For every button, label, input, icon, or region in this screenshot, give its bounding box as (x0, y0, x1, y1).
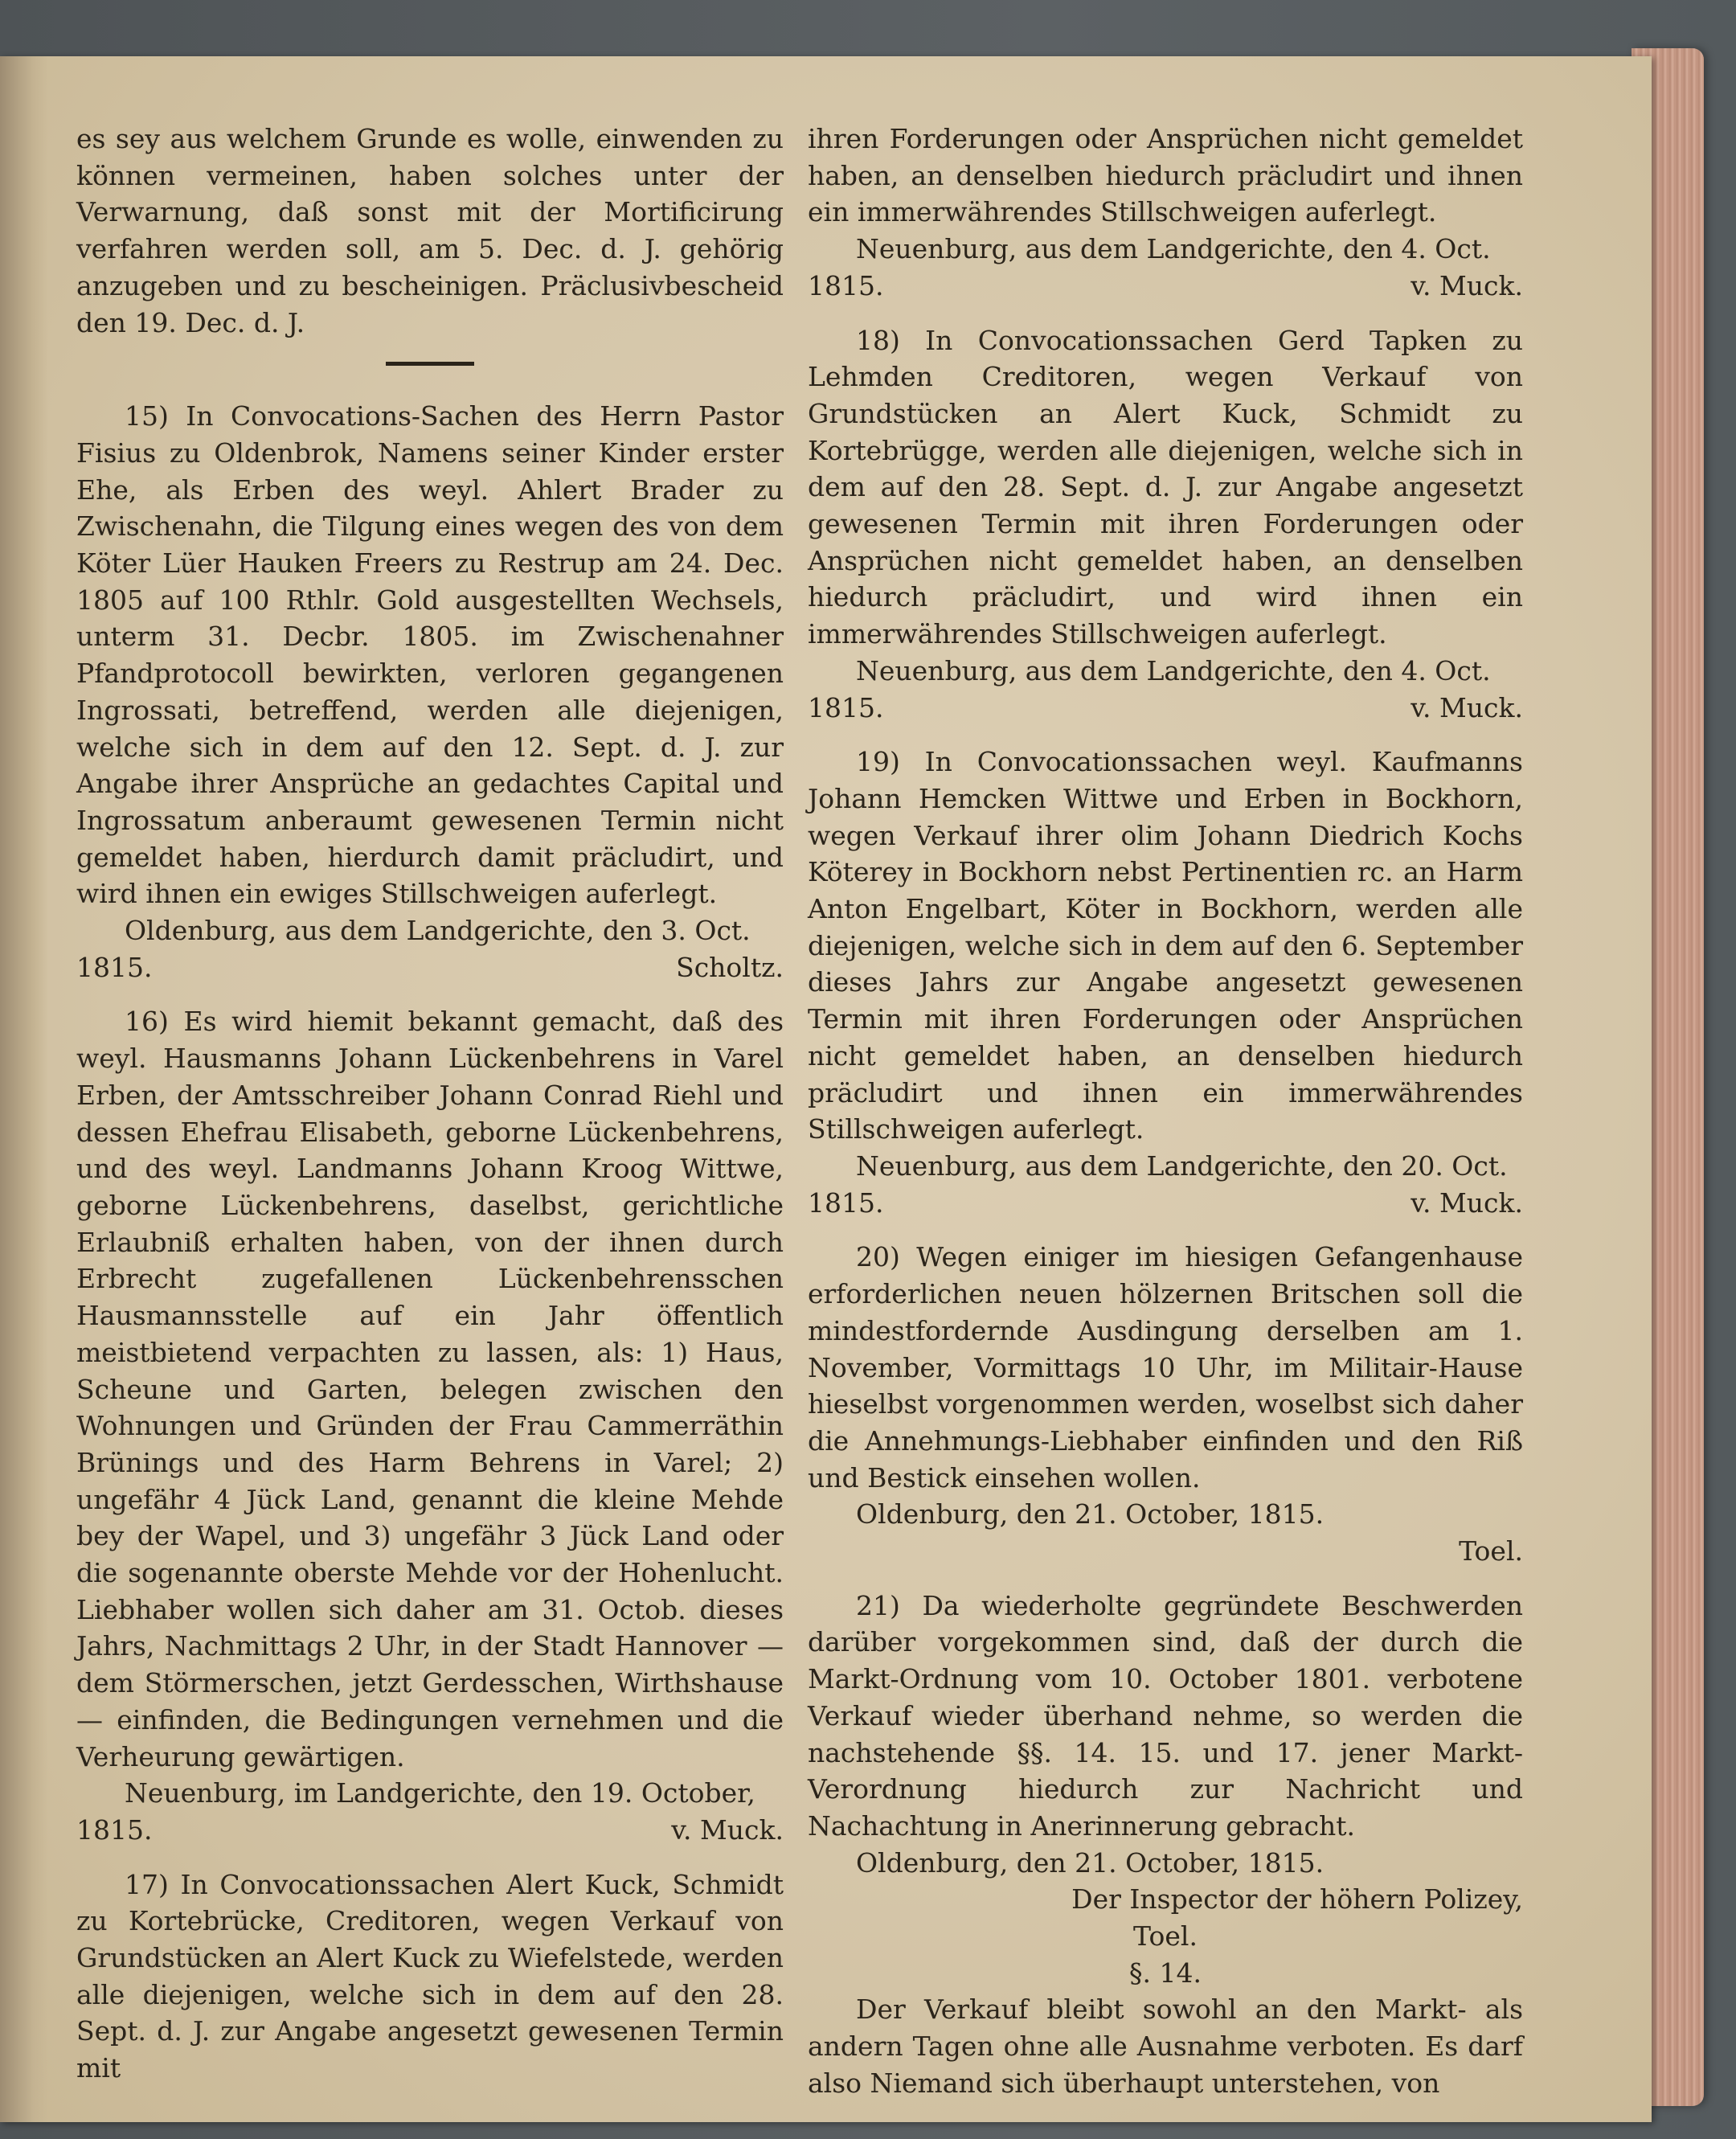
notice-17: 17) In Convocationssachen Alert Kuck, Schmidt zu Kortebrücke, Creditoren, wegen Verkauf von Grundstücken an Alert Kuck zu Wiefelstede, werden alle diejenigen, welche sich in dem auf den 28. Sept. d. J. zur Angabe angesetzt gewesenen Termin mit (76, 1868, 784, 2084)
notice-15-signature (76, 949, 784, 986)
book-gutter (0, 56, 48, 2122)
notice-18-signature (808, 690, 1523, 727)
notice-21-office: Der Inspector der höhern Polizey, (1071, 1883, 1523, 1916)
notice-21: 21) Da wiederholte gegründete Beschwerden darüber vorgekommen sind, daß der durch die Markt-Ordnung vom 10. October 1801. verbotene Verkauf wieder überhand nehme, so werden die nachstehende §§. 14. 15. und 17. jener Markt-Verordnung hiedurch zur Nachricht und Nachachtung in Anerinnerung gebracht. (808, 1589, 1523, 1842)
notice-15-year: 1815. (76, 951, 153, 983)
notice-19-signature (808, 1185, 1523, 1222)
notice-18-signer: v. Muck. (1410, 691, 1523, 723)
notice-17-signature (808, 268, 1523, 305)
notice-20-place: Oldenburg, den 21. October, 1815. (856, 1498, 1325, 1530)
right-column (808, 121, 1523, 2102)
notice-15-place: Oldenburg, aus dem Landgerichte, den 3. Oct. (125, 915, 751, 947)
notice-21-signer: Toel. (1133, 1920, 1198, 1953)
notice-16: 16) Es wird hiemit bekannt gemacht, daß des weyl. Hausmanns Johann Lückenbehrens in Varel Erben, der Amtsschreiber Johann Conrad Riehl und dessen Ehefrau Elisabeth, geborne Lückenbehrens, und des weyl. Landmanns Johann Kroog Wittwe, geborne Lückenbehrens, daselbst, gerichtliche Erlaubniß erhalten haben, von der ihnen durch Erbrecht zugefallenen Lückenbehrensschen Hausmannsstelle auf ein Jahr öffentlich meistbietend verpachten zu lassen, als: 1) Haus, Scheune und Garten, belegen zwischen den Wohnungen und Gründen der Frau Cammerräthin Brünings und des Harm Behrens in Varel; 2) ungefähr 4 Jück Land, genannt die kleine Mehde bey der Wapel, und 3) ungefähr 3 Jück Land oder die sogenannte oberste Mehde vor der Hohenlucht. Liebhaber wollen sich daher am 31. Octob. dieses Jahrs, Nachmittags 2 Uhr, in der Stadt Hannover — dem Störmerschen, jetzt Gerdesschen, Wirthshause — einfinden, die Bedingungen vernehmen und die Verheurung gewärtigen. (76, 1006, 784, 1772)
notice-17-signer: v. Muck. (1410, 269, 1523, 301)
notice-16-year: 1815. (76, 1813, 153, 1846)
notice-18: 18) In Convocationssachen Gerd Tapken zu Lehmden Creditoren, wegen Verkauf von Grundstücken an Alert Kuck, Schmidt zu Kortebrügge, werden alle diejenigen, welche sich in dem auf den 28. Sept. d. J. zur Angabe angesetzt gewesenen Termin mit ihren Forderungen oder Ansprüchen nicht gemeldet haben, an denselben hiedurch präcludirt, und wird ihnen ein immerwährendes Stillschweigen auferlegt. (808, 324, 1523, 650)
section-divider (386, 362, 474, 366)
document-page (0, 56, 1652, 2122)
notice-20: 20) Wegen einiger im hiesigen Gefangenhause erforderlichen neuen hölzernen Britschen soll die mindestfordernde Ausdingung derselben am 1. November, Vormittags 10 Uhr, im Militair-Hause hieselbst vorgenommen werden, woselbst sich daher die Annehmungs-Liebhaber einfinden und den Riß und Bestick einsehen wollen. (808, 1241, 1523, 1494)
notice-15-signer: Scholtz. (676, 951, 784, 983)
section-text: Der Verkauf bleibt sowohl an den Markt- als andern Tagen ohne alle Ausnahme verboten. Es darf also Niemand sich überhaupt unterstehen, von (808, 1994, 1523, 2099)
notice-18-year: 1815. (808, 691, 884, 723)
notice-19: 19) In Convocationssachen weyl. Kaufmanns Johann Hemcken Wittwe und Erben in Bockhorn, wegen Verkauf ihrer olim Johann Diedrich Kochs Köterey in Bockhorn nebst Pertinentien rc. an Harm Anton Engelbart, Köter in Bockhorn, werden alle diejenigen, welche sich in dem auf den 6. September dieses Jahrs zur Angabe angesetzt gewesenen Termin mit ihren Forderungen oder Ansprüchen nicht gemeldet haben, an denselben hiedurch präcludirt und ihnen ein immerwährendes Stillschweigen auferlegt. (808, 746, 1523, 1145)
notice-18-place: Neuenburg, aus dem Landgerichte, den 4. Oct. (856, 654, 1491, 686)
notice-19-place: Neuenburg, aus dem Landgerichte, den 20. Oct. (856, 1149, 1508, 1182)
notice-17-place: Neuenburg, aus dem Landgerichte, den 4. Oct. (856, 233, 1491, 265)
left-column (76, 121, 784, 2087)
notice-16-signature (76, 1812, 784, 1849)
notice-19-year: 1815. (808, 1186, 884, 1219)
notice-20-signer: Toel. (1459, 1535, 1523, 1567)
intro-continuation: es sey aus welchem Grunde es wolle, einwenden zu können vermeinen, haben solches unter der Verwarnung, daß sonst mit der Mortificirung verfahren werden soll, am 5. Dec. d. J. gehörig anzugeben und zu bescheinigen. Präclusivbescheid den 19. Dec. d. J. (76, 123, 784, 338)
notice-19-signer: v. Muck. (1410, 1186, 1523, 1219)
notice-17-year: 1815. (808, 269, 884, 301)
notice-16-place: Neuenburg, im Landgerichte, den 19. October, (125, 1777, 755, 1809)
notice-21-place: Oldenburg, den 21. October, 1815. (856, 1846, 1325, 1879)
section-heading: §. 14. (1129, 1957, 1202, 1989)
notice-17-continuation: ihren Forderungen oder Ansprüchen nicht gemeldet haben, an denselben hiedurch präcludirt und ihnen ein immerwährendes Stillschweigen auferlegt. (808, 123, 1523, 228)
notice-16-signer: v. Muck. (671, 1813, 784, 1846)
notice-15: 15) In Convocations-Sachen des Herrn Pastor Fisius zu Oldenbrok, Namens seiner Kinder erster Ehe, als Erben des weyl. Ahlert Brader zu Zwischenahn, die Tilgung eines wegen des von dem Köter Lüer Hauken Freers zu Restrup am 24. Dec. 1805 auf 100 Rthlr. Gold ausgestellten Wechsels, unterm 31. Decbr. 1805. im Zwischenahner Pfandprotocoll bewirkten, verloren gegangenen Ingrossati, betreffend, werden alle diejenigen, welche sich in dem auf den 12. Sept. d. J. zur Angabe ihrer Ansprüche an gedachtes Capital und Ingrossatum anberaumt gewesenen Termin nicht gemeldet haben, hierdurch damit präcludirt, und wird ihnen ein ewiges Stillschweigen auferlegt. (76, 400, 784, 910)
